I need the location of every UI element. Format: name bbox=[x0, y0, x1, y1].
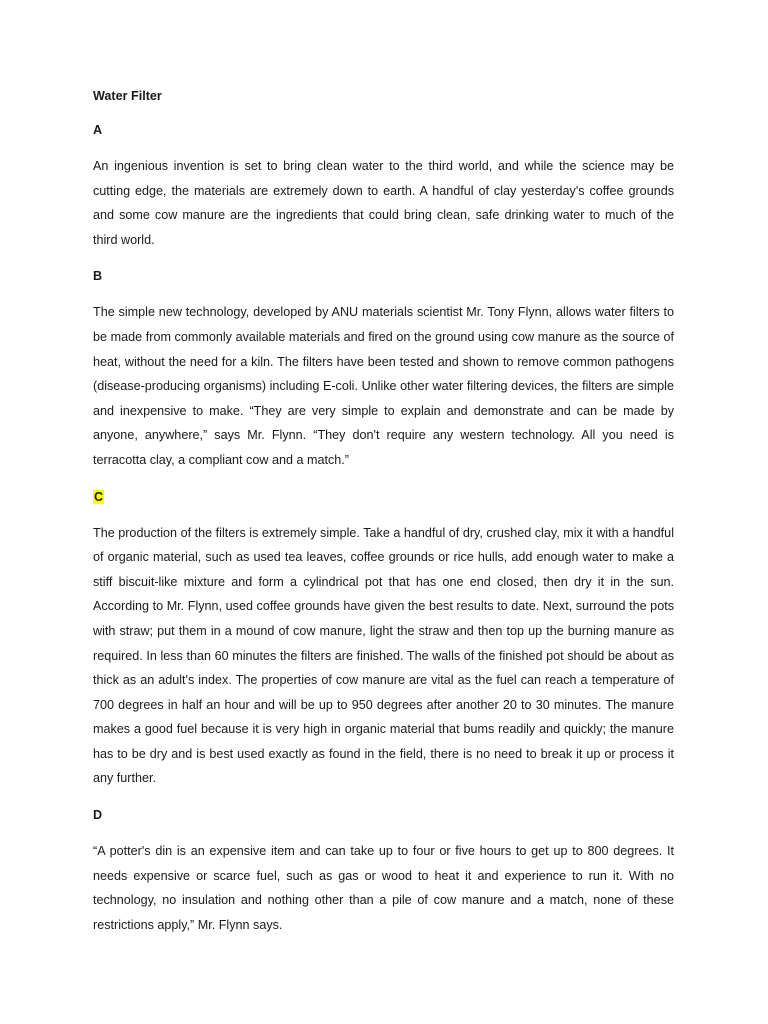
section-paragraph-c: The production of the filters is extremely simple. Take a handful of dry, crushed clay, mix it with a handful of organic material, such as used tea leaves, coffee grounds or rice hulls, add enough water to make a stiff biscuit-like mixture and form a cylindrical pot that has one end closed, then dry it in the sun. According to Mr. Flynn, used coffee grounds have given the best results to date. Next, surround the pots with straw; put them in a mound of cow manure, light the straw and then top up the burning manure as required. In less than 60 minutes the filters are finished. The walls of the finished pot should be about as thick as an adult's index. The properties of cow manure are vital as the fuel can reach a temperature of 700 degrees in half an hour and will be up to 950 degrees after another 20 to 30 minutes. The manure makes a good fuel because it is very high in organic material that bums readily and quickly; the manure has to be dry and is best used exactly as found in the field, there is no need to break it up or process it any further. bbox=[93, 525, 674, 786]
section-label-a-text: A bbox=[93, 123, 103, 137]
section-label-d bbox=[93, 805, 674, 825]
section-label-b bbox=[93, 266, 674, 286]
section-label-a bbox=[93, 120, 674, 140]
section-label-c bbox=[93, 487, 674, 507]
document-title: Water Filter bbox=[93, 89, 162, 103]
document-page bbox=[93, 86, 674, 951]
section-label-b-text: B bbox=[93, 269, 103, 284]
section-paragraph-d: “A potter's din is an expensive item and can take up to four or five hours to get up to 800 degrees. It needs expensive or scarce fuel, such as gas or wood to heat it and experience to run it. With no technology, no insulation and nothing other than a pile of cow manure and a match, none of these restrictions apply,” Mr. Flynn says. bbox=[93, 844, 674, 932]
section-paragraph-b: The simple new technology, developed by ANU materials scientist Mr. Tony Flynn, allows water filters to be made from commonly available materials and fired on the ground using cow manure as the source of heat, without the need for a kiln. The filters have been tested and shown to remove common pathogens (disease-producing organisms) including E-coli. Unlike other water filtering devices, the filters are simple and inexpensive to make. “They are very simple to explain and demonstrate and can be made by anyone, anywhere,” says Mr. Flynn. “They don't require any western technology. All you need is terracotta clay, a compliant cow and a match.” bbox=[93, 305, 674, 467]
section-label-d-text: D bbox=[93, 808, 103, 823]
section-paragraph-a: An ingenious invention is set to bring clean water to the third world, and while the science may be cutting edge, the materials are extremely down to earth. A handful of clay yesterday's coffee grounds and some cow manure are the ingredients that could bring clean, safe drinking water to much of the third world. bbox=[93, 159, 674, 247]
section-label-c-highlighted-text: C bbox=[94, 489, 104, 504]
